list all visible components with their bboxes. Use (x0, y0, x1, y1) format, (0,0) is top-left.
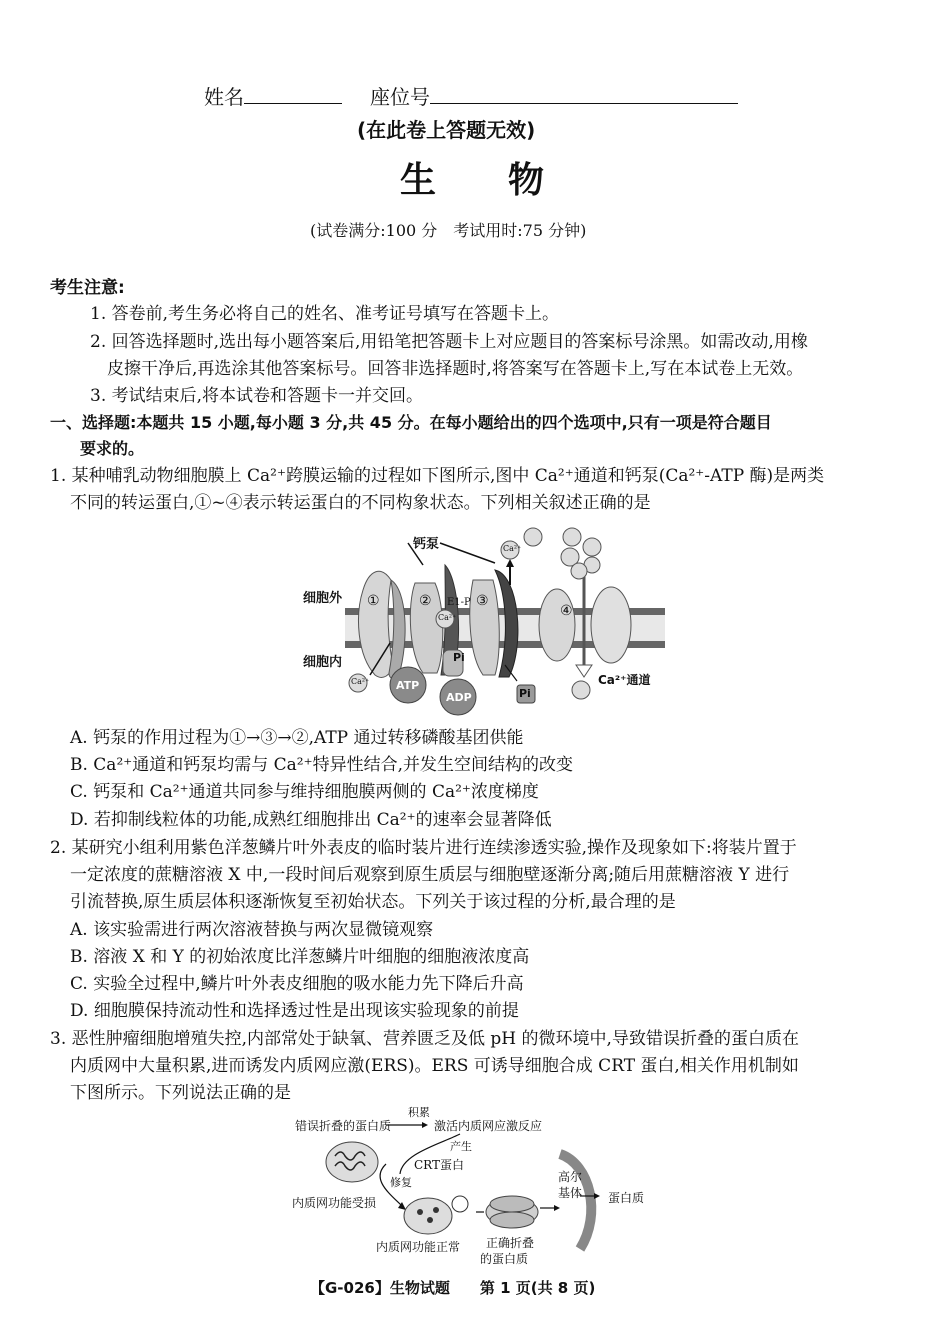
page-title: 生 物 (400, 160, 545, 201)
state-3-label: ③ (476, 593, 489, 609)
channel-label: Ca²⁺通道 (598, 673, 651, 687)
q2-option-c: C. 实验全过程中,鳞片叶外表皮细胞的吸水能力先下降后升高 (70, 974, 524, 994)
state-2-label: ② (419, 593, 432, 609)
calcium-channel (539, 589, 575, 661)
protein-label: 蛋白质 (608, 1191, 645, 1205)
instruction-2a: 2. 回答选择题时,选出每小题答案后,用铅笔把答题卡上对应题目的答案标号涂黑。如需改动,用橡 (90, 332, 808, 352)
q3-stem-1: 3. 恶性肿瘤细胞增殖失控,内部常处于缺氧、营养匮乏及低 pH 的微环境中,导致错误折叠的蛋白质在 (50, 1029, 799, 1049)
e1p-label: E1-P (447, 597, 471, 608)
state-1-label: ① (367, 593, 380, 609)
q1-figure-membrane (295, 525, 675, 720)
instructions-title: 考生注意: (50, 278, 125, 298)
ca-ion-label: Ca²⁺ (438, 613, 457, 622)
ca-ion-outside-label: Ca²⁺ (503, 544, 522, 553)
q1-option-d: D. 若抑制线粒体的功能,成熟红细胞排出 Ca²⁺的速率会显著降低 (70, 810, 552, 830)
damaged-er-icon (326, 1142, 378, 1182)
q1-stem-2: 不同的转运蛋白,①~④表示转运蛋白的不同构象状态。下列相关叙述正确的是 (70, 493, 651, 513)
adp-label: ADP (446, 691, 472, 704)
q3-stem-2: 内质网中大量积累,进而诱发内质网应激(ERS)。ERS 可诱导细胞合成 CRT 蛋白,相关作用机制如 (70, 1056, 799, 1076)
inside-label: 细胞内 (303, 655, 343, 670)
seat-blank[interactable] (430, 85, 738, 104)
pi-label-1: Pi (453, 651, 465, 664)
q2-stem-2: 一定浓度的蔗糖溶液 X 中,一段时间后观察到原生质层与细胞壁逐渐分离;随后用蔗糖溶液 Y 进行 (70, 865, 790, 885)
q1-stem-1: 1. 某种哺乳动物细胞膜上 Ca²⁺跨膜运输的过程如下图所示,图中 Ca²⁺通道和钙泵(Ca²⁺-ATP 酶)是两类 (50, 466, 825, 486)
vesicle-icon (452, 1196, 468, 1212)
instruction-2b: 皮擦干净后,再选涂其他答案标号。回答非选择题时,将答案写在答题卡上,写在本试卷上无效。 (107, 359, 804, 379)
q2-option-d: D. 细胞膜保持流动性和选择透过性是出现该实验现象的前提 (70, 1001, 519, 1021)
seat-field (370, 83, 738, 111)
answer-invalid-notice: (在此卷上答题无效) (357, 118, 536, 142)
crt-label: CRT蛋白 (414, 1158, 465, 1172)
q3-figure-er-stress (290, 1104, 670, 1272)
membrane-diagram (295, 525, 675, 720)
damaged-label: 内质网功能受损 (292, 1196, 377, 1210)
correct-label-2: 的蛋白质 (480, 1252, 529, 1266)
misfolded-label: 错误折叠的蛋白质 (295, 1119, 392, 1133)
instruction-1: 1. 答卷前,考生务必将自己的姓名、准考证号填写在答题卡上。 (90, 304, 560, 324)
section-heading-2: 要求的。 (80, 439, 145, 458)
state-4-label: ④ (560, 603, 573, 619)
q1-option-c: C. 钙泵和 Ca²⁺通道共同参与维持细胞膜两侧的 Ca²⁺浓度梯度 (70, 782, 539, 802)
atp-label: ATP (396, 679, 420, 692)
correct-label-1: 正确折叠 (486, 1236, 535, 1250)
q2-stem-1: 2. 某研究小组利用紫色洋葱鳞片叶外表皮的临时装片进行连续渗透实验,操作及现象如下:将装片置于 (50, 838, 797, 858)
repair-label: 修复 (390, 1176, 412, 1189)
seat-label: 座位号 (370, 85, 430, 109)
name-blank[interactable] (244, 85, 342, 104)
outside-label: 细胞外 (303, 591, 343, 606)
golgi-label-2: 基体 (558, 1186, 583, 1200)
transporter-state-1 (359, 571, 393, 677)
pump-label: 钙泵 (413, 537, 440, 552)
q3-stem-3: 下图所示。下列说法正确的是 (70, 1083, 291, 1103)
activate-label: 激活内质网应激反应 (434, 1119, 543, 1133)
ca-ion-inside-label: Ca²⁺ (351, 677, 370, 686)
pi-label-2: Pi (519, 687, 531, 700)
q2-stem-3: 引流替换,原生质层体积逐渐恢复至初始状态。下列关于该过程的分析,最合理的是 (70, 892, 676, 912)
accumulate-label: 积累 (408, 1106, 430, 1119)
instruction-3: 3. 考试结束后,将本试卷和答题卡一并交回。 (90, 386, 424, 406)
exam-info: (试卷满分:100 分 考试用时:75 分钟) (310, 221, 587, 240)
name-field (204, 83, 342, 111)
q1-option-a: A. 钙泵的作用过程为①→③→②,ATP 通过转移磷酸基团供能 (70, 728, 524, 748)
q1-option-b: B. Ca²⁺通道和钙泵均需与 Ca²⁺特异性结合,并发生空间结构的改变 (70, 755, 573, 775)
name-label: 姓名 (204, 85, 244, 109)
golgi-label-1: 高尔 (558, 1170, 583, 1184)
q2-option-b: B. 溶液 X 和 Y 的初始浓度比洋葱鳞片叶细胞的细胞液浓度高 (70, 947, 530, 967)
section-heading-1: 一、选择题:本题共 15 小题,每小题 3 分,共 45 分。在每小题给出的四个选项中,只有一项是符合题目 (50, 413, 772, 432)
normal-label: 内质网功能正常 (376, 1240, 461, 1254)
produce-label: 产生 (450, 1140, 472, 1153)
page-footer: 【G-026】生物试题 第 1 页(共 8 页) (310, 1279, 596, 1297)
normal-er-icon (404, 1198, 452, 1234)
q2-option-a: A. 该实验需进行两次溶液替换与两次显微镜观察 (70, 920, 434, 940)
